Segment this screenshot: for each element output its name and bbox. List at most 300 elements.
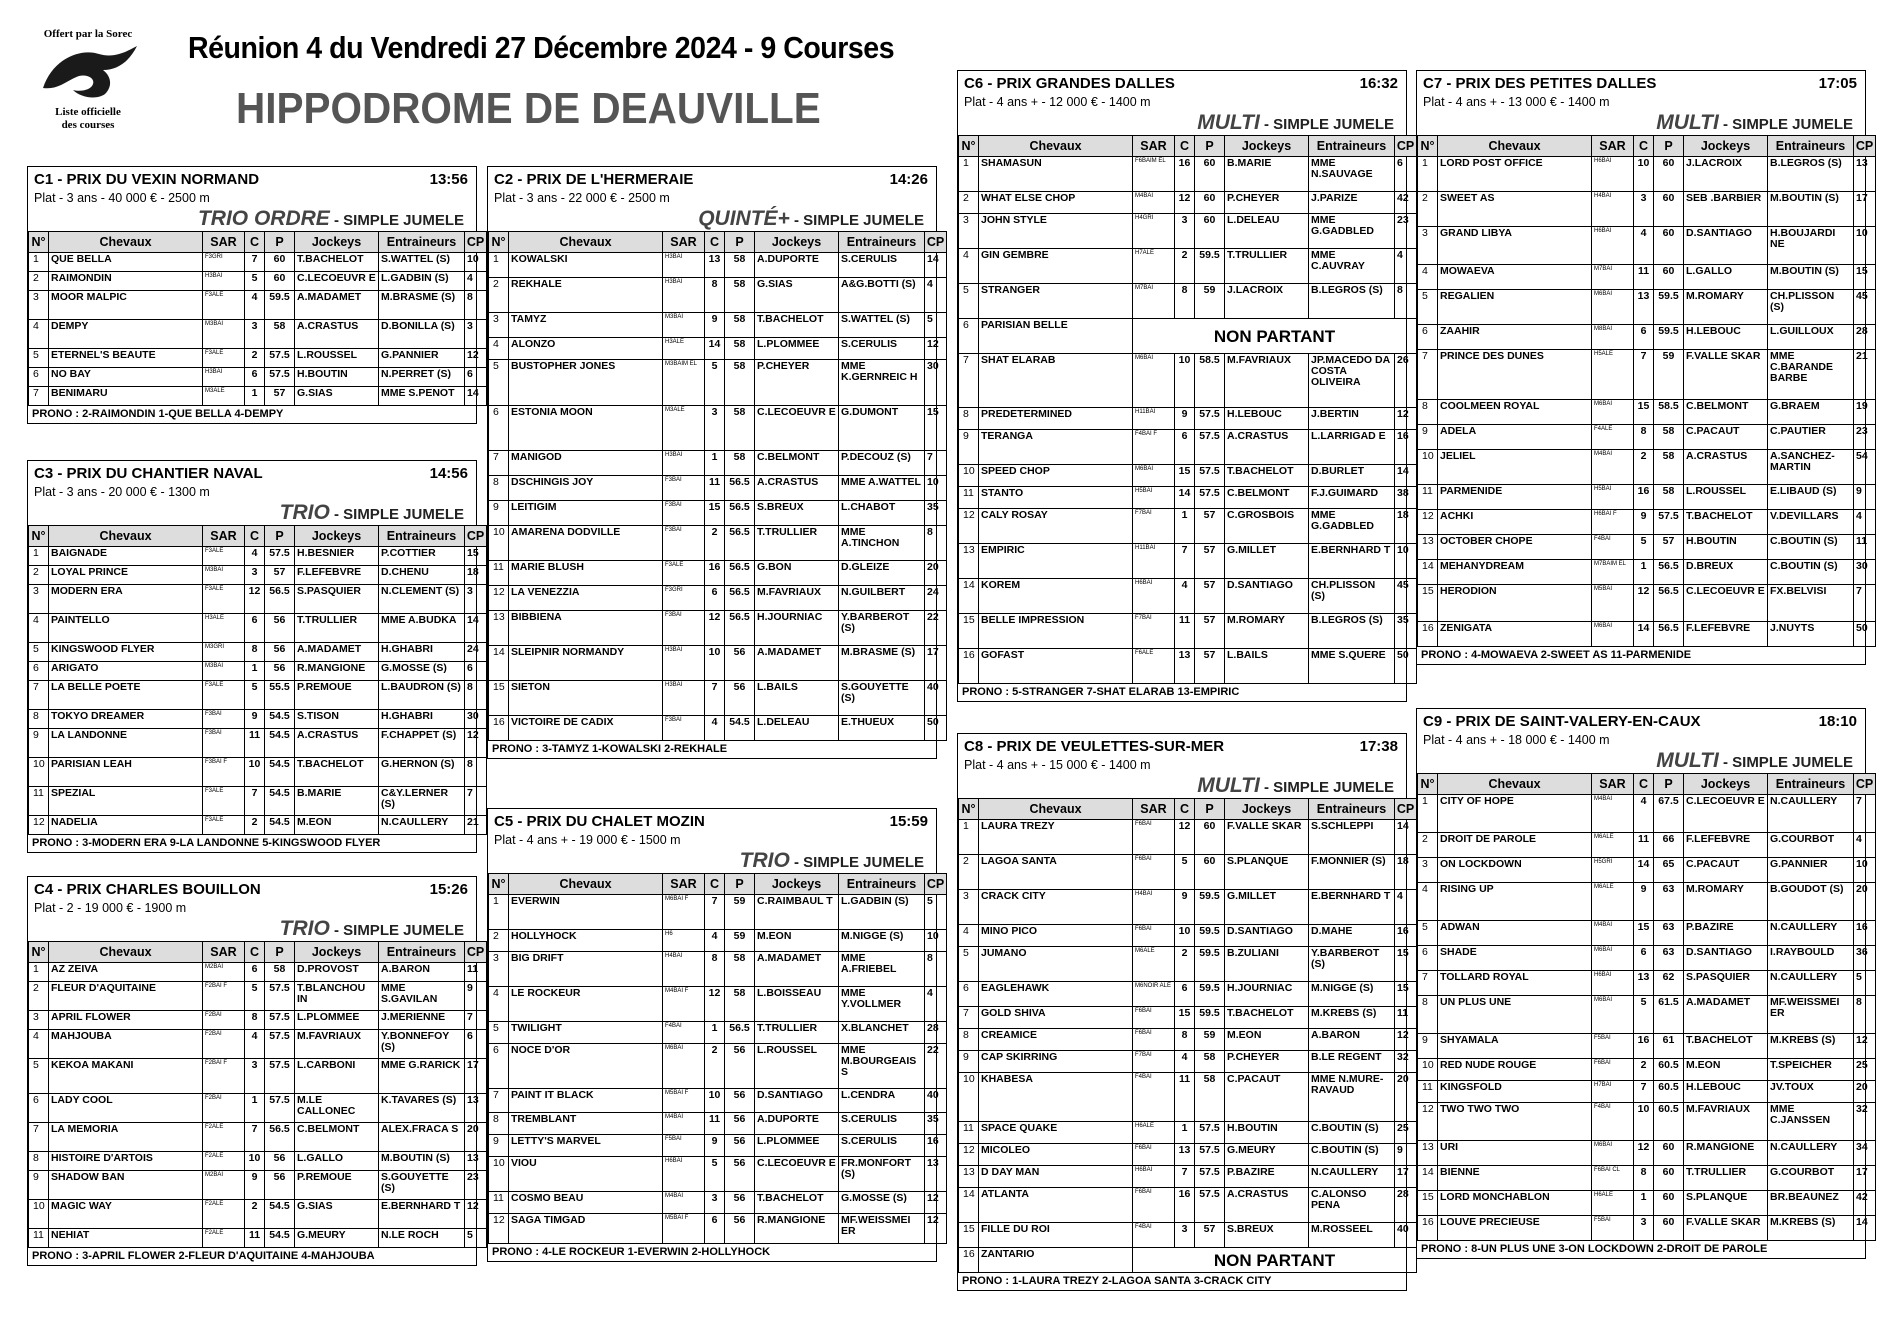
trainer: A.SANCHEZ-MARTIN [1768,450,1854,485]
odds: 8 [465,758,487,787]
odds: 20 [465,1123,487,1152]
bet-type-secondary: - SIMPLE JUMELE [789,854,924,871]
bet-type-main: TRIO [739,849,790,872]
table-row [1418,227,1876,265]
weight: 56.5 [1654,622,1684,647]
stall: 5 [705,1157,725,1192]
meeting-title: Réunion 4 du Vendredi 27 Décembre 2024 - 9 Courses [188,30,895,65]
weight: 60 [1195,214,1225,249]
weight: 58 [265,320,295,349]
horse-name: ALONZO [509,338,663,360]
stall: 6 [705,1214,725,1244]
jockey: C.PACAUT [1225,1073,1309,1122]
horse-name: VIOU [509,1157,663,1192]
stall: 1 [705,1022,725,1044]
runner-number: 10 [29,758,49,787]
sex-age-coat: M3BAI [203,566,245,585]
race-conditions: Plat - 4 ans + - 13 000 € - 1400 m [1423,95,1610,109]
weight: 56 [265,614,295,643]
sex-age-coat: M3ALE [203,387,245,406]
weight: 56 [725,646,755,681]
odds: 5 [1854,971,1876,996]
table-header-row [489,232,947,253]
weight: 56.5 [265,585,295,614]
odds: 10 [1854,227,1876,265]
runner-number: 3 [959,214,979,249]
weight: 56 [725,1192,755,1214]
stall: 12 [1634,1141,1654,1166]
runner-number: 4 [29,1030,49,1059]
bet-type-secondary: - SIMPLE JUMELE [1259,779,1394,796]
sex-age-coat: M3ALE [663,406,705,451]
column-header-num: N° [29,526,49,547]
horse-name: CAP SKIRRING [979,1051,1133,1073]
horse-name: MICOLEO [979,1144,1133,1166]
table-row [959,509,1417,544]
column-header-c: C [705,874,725,895]
weight: 58 [725,360,755,406]
odds: 23 [1395,214,1417,249]
sex-age-coat: F6BAI [1133,1188,1175,1223]
odds: 12 [465,349,487,368]
runner-number: 11 [1418,1081,1438,1103]
logo-bottom-text-2: des courses [61,119,115,131]
horse-name: SHAMASUN [979,157,1133,192]
trainer: S.GOUYETTE (S) [379,1171,465,1200]
runner-number: 13 [959,1166,979,1188]
odds: 35 [925,501,947,526]
trainer: CH.PLISSON (S) [1309,579,1395,614]
odds: 8 [1854,996,1876,1034]
weight: 57.5 [265,547,295,566]
stall: 4 [1634,227,1654,265]
horse-name: SPEED CHOP [979,465,1133,487]
sex-age-coat: H3BAI [663,646,705,681]
jockey: C.RAIMBAUL T [755,895,839,930]
jockey: T.BACHELOT [1225,465,1309,487]
race-prix: PRIX CHARLES BOUILLON [66,880,261,898]
race-card [957,70,1415,702]
table-row [489,646,947,681]
race-name [34,465,263,482]
sex-age-coat: F4BAI [663,1022,705,1044]
odds: 5 [465,1229,487,1248]
runner-number: 15 [959,1223,979,1248]
runner-number: 10 [959,465,979,487]
odds: 20 [1395,1073,1417,1122]
column-header-sar: SAR [1133,136,1175,157]
bet-types [488,207,936,231]
stall: 2 [1175,249,1195,284]
trainer: MME K.GERNREIC H [839,360,925,406]
column-header-cp: CP [1395,799,1417,820]
trainer: ALEX.FRACA S [379,1123,465,1152]
stall: 6 [245,963,265,982]
jockey: A.DUPORTE [755,253,839,278]
race-code: C6 - [964,74,993,92]
runner-number: 8 [29,1152,49,1171]
weight: 56.5 [1654,585,1684,622]
table-row [29,614,487,643]
sex-age-coat: M6BAI [1592,400,1634,425]
stall: 1 [245,387,265,406]
prono: PRONO : 3-APRIL FLOWER 2-FLEUR D'AQUITAINE 4-MAHJOUBA [32,1250,375,1262]
weight: 54.5 [265,787,295,816]
column-header-c: C [1175,799,1195,820]
runner-number: 4 [1418,265,1438,290]
horse-name: KOREM [979,579,1133,614]
table-row [959,890,1417,925]
trainer: MME G.GADBLED [1309,214,1395,249]
odds: 45 [1854,290,1876,325]
race-prix: PRIX DE VEULETTES-SUR-MER [996,737,1225,755]
sex-age-coat: F2BAI F [203,1059,245,1094]
column-header-p: P [725,232,755,253]
stall: 3 [1175,214,1195,249]
horse-name: ADWAN [1438,921,1592,946]
horse-name: PARISIAN BELLE [979,319,1133,354]
weight: 59 [725,930,755,952]
table-row [959,1166,1417,1188]
odds: 11 [1854,535,1876,560]
stall: 6 [705,586,725,611]
jockey: C.LECOEUVR E [295,272,379,291]
horse-name: HISTOIRE D'ARTOIS [49,1152,203,1171]
runner-number: 12 [959,509,979,544]
column-header-c: C [1634,774,1654,795]
runner-number: 3 [1418,227,1438,265]
stall: 11 [245,729,265,758]
table-row [1418,971,1876,996]
runner-number: 2 [489,278,509,313]
runner-number: 12 [1418,510,1438,535]
trainer: MME N.MURE-RAVAUD [1309,1073,1395,1122]
horse-name: QUE BELLA [49,253,203,272]
stall: 16 [1634,1034,1654,1059]
weight: 58 [725,338,755,360]
weight: 57 [1195,649,1225,684]
odds: 12 [925,1192,947,1214]
odds: 40 [925,1089,947,1113]
runner-number: 7 [1418,350,1438,400]
odds: 17 [925,646,947,681]
column-header-sar: SAR [663,232,705,253]
odds: 35 [1395,614,1417,649]
odds: 9 [1395,1144,1417,1166]
trainer: J.MERIENNE [379,1011,465,1030]
prono: PRONO : 3-TAMYZ 1-KOWALSKI 2-REKHALE [492,743,728,755]
column-header-horse: Chevaux [979,799,1133,820]
horse-name: PAINTELLO [49,614,203,643]
trainer: H.BOUJARDI NE [1768,227,1854,265]
race-card [487,808,945,1262]
sex-age-coat: H6 [663,930,705,952]
odds: 50 [1854,622,1876,647]
race-time: 14:26 [889,170,928,188]
weight: 56 [725,1135,755,1157]
odds: 32 [1395,1051,1417,1073]
jockey: A.MADAMET [295,291,379,320]
stall: 3 [705,1192,725,1214]
trainer: G.HERNON (S) [379,758,465,787]
odds: 13 [465,1152,487,1171]
table-row [959,649,1417,684]
table-row [29,387,487,406]
horse-name: GIN GEMBRE [979,249,1133,284]
sex-age-coat: F6BAI [1133,855,1175,890]
horse-name: LE ROCKEUR [509,987,663,1022]
sex-age-coat: M6BAI F [663,895,705,930]
race-name [964,75,1175,92]
sex-age-coat: F3ALE [203,349,245,368]
sex-age-coat: F6BAI [1133,1029,1175,1051]
jockey: F.LEFEBVRE [295,566,379,585]
odds: 30 [925,360,947,406]
stall: 7 [1634,1081,1654,1103]
odds: 4 [925,278,947,313]
bet-types [958,774,1406,798]
stall: 1 [245,662,265,681]
horse-name: TREMBLANT [509,1113,663,1135]
weight: 56.5 [725,476,755,501]
runner-number: 7 [959,354,979,408]
stall: 11 [1634,833,1654,858]
stall: 9 [1634,510,1654,535]
runner-number: 12 [29,816,49,835]
odds: 12 [925,1214,947,1244]
column-header-jockey: Jockeys [295,232,379,253]
horse-name: MINO PICO [979,925,1133,947]
runner-number: 5 [489,360,509,406]
stall: 5 [1634,996,1654,1034]
jockey: L.ROUSSEL [755,1044,839,1089]
race-time: 17:05 [1818,74,1857,92]
weight: 57.5 [265,1011,295,1030]
jockey: A.MADAMET [755,646,839,681]
stall: 15 [705,501,725,526]
stall: 10 [245,1152,265,1171]
jockey: D.BREUX [1684,560,1768,585]
sex-age-coat: F3ALE [203,816,245,835]
table-row [1418,921,1876,946]
stall: 12 [1175,820,1195,855]
table-header-row [29,942,487,963]
runner-number: 3 [1418,858,1438,883]
race-conditions: Plat - 4 ans + - 19 000 € - 1500 m [494,833,681,847]
jockey: P.CHEYER [1225,192,1309,214]
trainer: G.COURBOT [1768,833,1854,858]
column-header-num: N° [959,136,979,157]
sex-age-coat: M6ALE [1592,833,1634,858]
jockey: L.DELEAU [755,716,839,741]
sex-age-coat: H6BAI [663,1157,705,1192]
race-title [28,167,476,189]
stall: 7 [705,895,725,930]
horse-name: EMPIRIC [979,544,1133,579]
horse-name: PARISIAN LEAH [49,758,203,787]
stall: 16 [1175,157,1195,192]
sex-age-coat: F3ALE [203,585,245,614]
trainer: MME C.JANSSEN [1768,1103,1854,1141]
jockey: S.BREUX [755,501,839,526]
stall: 4 [705,716,725,741]
horse-name: STANTO [979,487,1133,509]
jockey: T.BACHELOT [755,1192,839,1214]
odds: 12 [1395,408,1417,430]
sex-age-coat: F5BAI [663,1135,705,1157]
jockey: T.TRULLIER [1225,249,1309,284]
trainer: FR.MONFORT (S) [839,1157,925,1192]
horse-name: ESTONIA MOON [509,406,663,451]
odds: 24 [925,586,947,611]
jockey: L.BAILS [1225,649,1309,684]
sex-age-coat: F4BAI [1592,1103,1634,1141]
weight: 56 [725,1214,755,1244]
horse-name: TOKYO DREAMER [49,710,203,729]
stall: 8 [705,278,725,313]
odds: 38 [1395,487,1417,509]
table-row [29,982,487,1011]
odds: 20 [1854,883,1876,921]
stall: 13 [1634,971,1654,996]
jockey: T.BACHELOT [1684,1034,1768,1059]
runner-number: 9 [489,1135,509,1157]
bet-type-main: TRIO ORDRE [197,207,330,230]
jockey: R.MANGIONE [295,662,379,681]
horse-name: ETERNEL'S BEAUTE [49,349,203,368]
stall: 7 [705,681,725,716]
odds: 42 [1854,1191,1876,1216]
runner-number: 6 [1418,946,1438,971]
horse-name: AZ ZEIVA [49,963,203,982]
column-header-cp: CP [1854,136,1876,157]
stall: 3 [1175,1223,1195,1248]
column-header-trainer: Entraineurs [379,526,465,547]
odds: 30 [1854,560,1876,585]
runner-number: 5 [29,349,49,368]
runner-number: 13 [489,611,509,646]
stall: 7 [1175,544,1195,579]
trainer: MME G.RARICK [379,1059,465,1094]
sex-age-coat: M6BAI [1592,946,1634,971]
trainer: MME S.PENOT [379,387,465,406]
stall: 9 [1175,890,1195,925]
race-name [494,171,693,188]
race-conditions: Plat - 3 ans - 40 000 € - 2500 m [34,191,210,205]
runner-number: 3 [29,1011,49,1030]
column-header-trainer: Entraineurs [839,874,925,895]
table-row [489,313,947,338]
weight: 57 [1654,535,1684,560]
jockey: A.DUPORTE [755,1113,839,1135]
runner-number: 14 [1418,560,1438,585]
odds: 4 [1854,510,1876,535]
bet-type-main: TRIO [279,501,330,524]
trainer: N.PERRET (S) [379,368,465,387]
sex-age-coat: M2BAI [203,963,245,982]
odds: 16 [1395,925,1417,947]
jockey: F.LEFEBVRE [1684,833,1768,858]
table-row [1418,192,1876,227]
race-prix: PRIX DU CHALET MOZIN [526,812,705,830]
bet-types [28,917,476,941]
column-header-sar: SAR [203,942,245,963]
horse-name: PAINT IT BLACK [509,1089,663,1113]
sex-age-coat: F3ALE [203,787,245,816]
odds: 20 [1854,1081,1876,1103]
horse-name: DROIT DE PAROLE [1438,833,1592,858]
runner-number: 6 [959,319,979,354]
runner-number: 2 [1418,192,1438,227]
stall: 9 [705,313,725,338]
horse-name: NEHIAT [49,1229,203,1248]
table-row [1418,450,1876,485]
trainer: D.BONILLA (S) [379,320,465,349]
trainer: S.CERULIS [839,1113,925,1135]
jockey: R.MANGIONE [755,1214,839,1244]
stall: 11 [1175,1073,1195,1122]
stall: 5 [1634,535,1654,560]
odds: 32 [1854,1103,1876,1141]
odds: 28 [1854,325,1876,350]
stall: 1 [1634,1191,1654,1216]
jockey: H.LEBOUC [1684,325,1768,350]
stall: 6 [245,614,265,643]
jockey: B.MARIE [295,787,379,816]
odds: 10 [465,253,487,272]
weight: 56.5 [725,611,755,646]
column-header-c: C [245,232,265,253]
table-row [959,925,1417,947]
column-header-jockey: Jockeys [755,232,839,253]
table-row [29,291,487,320]
weight: 58 [725,253,755,278]
column-header-num: N° [489,232,509,253]
trainer: MME A.WATTEL [839,476,925,501]
horse-name: MODERN ERA [49,585,203,614]
race-conditions: Plat - 4 ans + - 18 000 € - 1400 m [1423,733,1610,747]
sex-age-coat: H6BAI F [1592,510,1634,535]
sex-age-coat: F2ALE [203,1200,245,1229]
jockey: D.SANTIAGO [755,1089,839,1113]
runner-number: 14 [489,646,509,681]
weight: 57.5 [265,1030,295,1059]
column-header-num: N° [959,799,979,820]
odds: 9 [1854,485,1876,510]
horse-name: NADELIA [49,816,203,835]
trainer: N.CAULLERY [379,816,465,835]
jockey: H.LEBOUC [1684,1081,1768,1103]
sex-age-coat: F3BAI [663,526,705,561]
weight: 56.5 [725,586,755,611]
stall: 9 [705,1135,725,1157]
odds: 34 [1854,1141,1876,1166]
trainer: MME M.BOURGEAIS S [839,1044,925,1089]
odds: 14 [465,614,487,643]
sex-age-coat: F2ALE [203,1152,245,1171]
jockey: H.BOUTIN [1225,1122,1309,1144]
weight: 60 [1654,1166,1684,1191]
column-header-num: N° [1418,774,1438,795]
column-header-p: P [1654,136,1684,157]
runners-table [1417,773,1876,1241]
runner-number: 1 [29,963,49,982]
race-name [34,171,259,188]
table-row [1418,1166,1876,1191]
column-header-c: C [1634,136,1654,157]
weight: 54.5 [265,1229,295,1248]
trainer: M.KREBS (S) [1768,1034,1854,1059]
